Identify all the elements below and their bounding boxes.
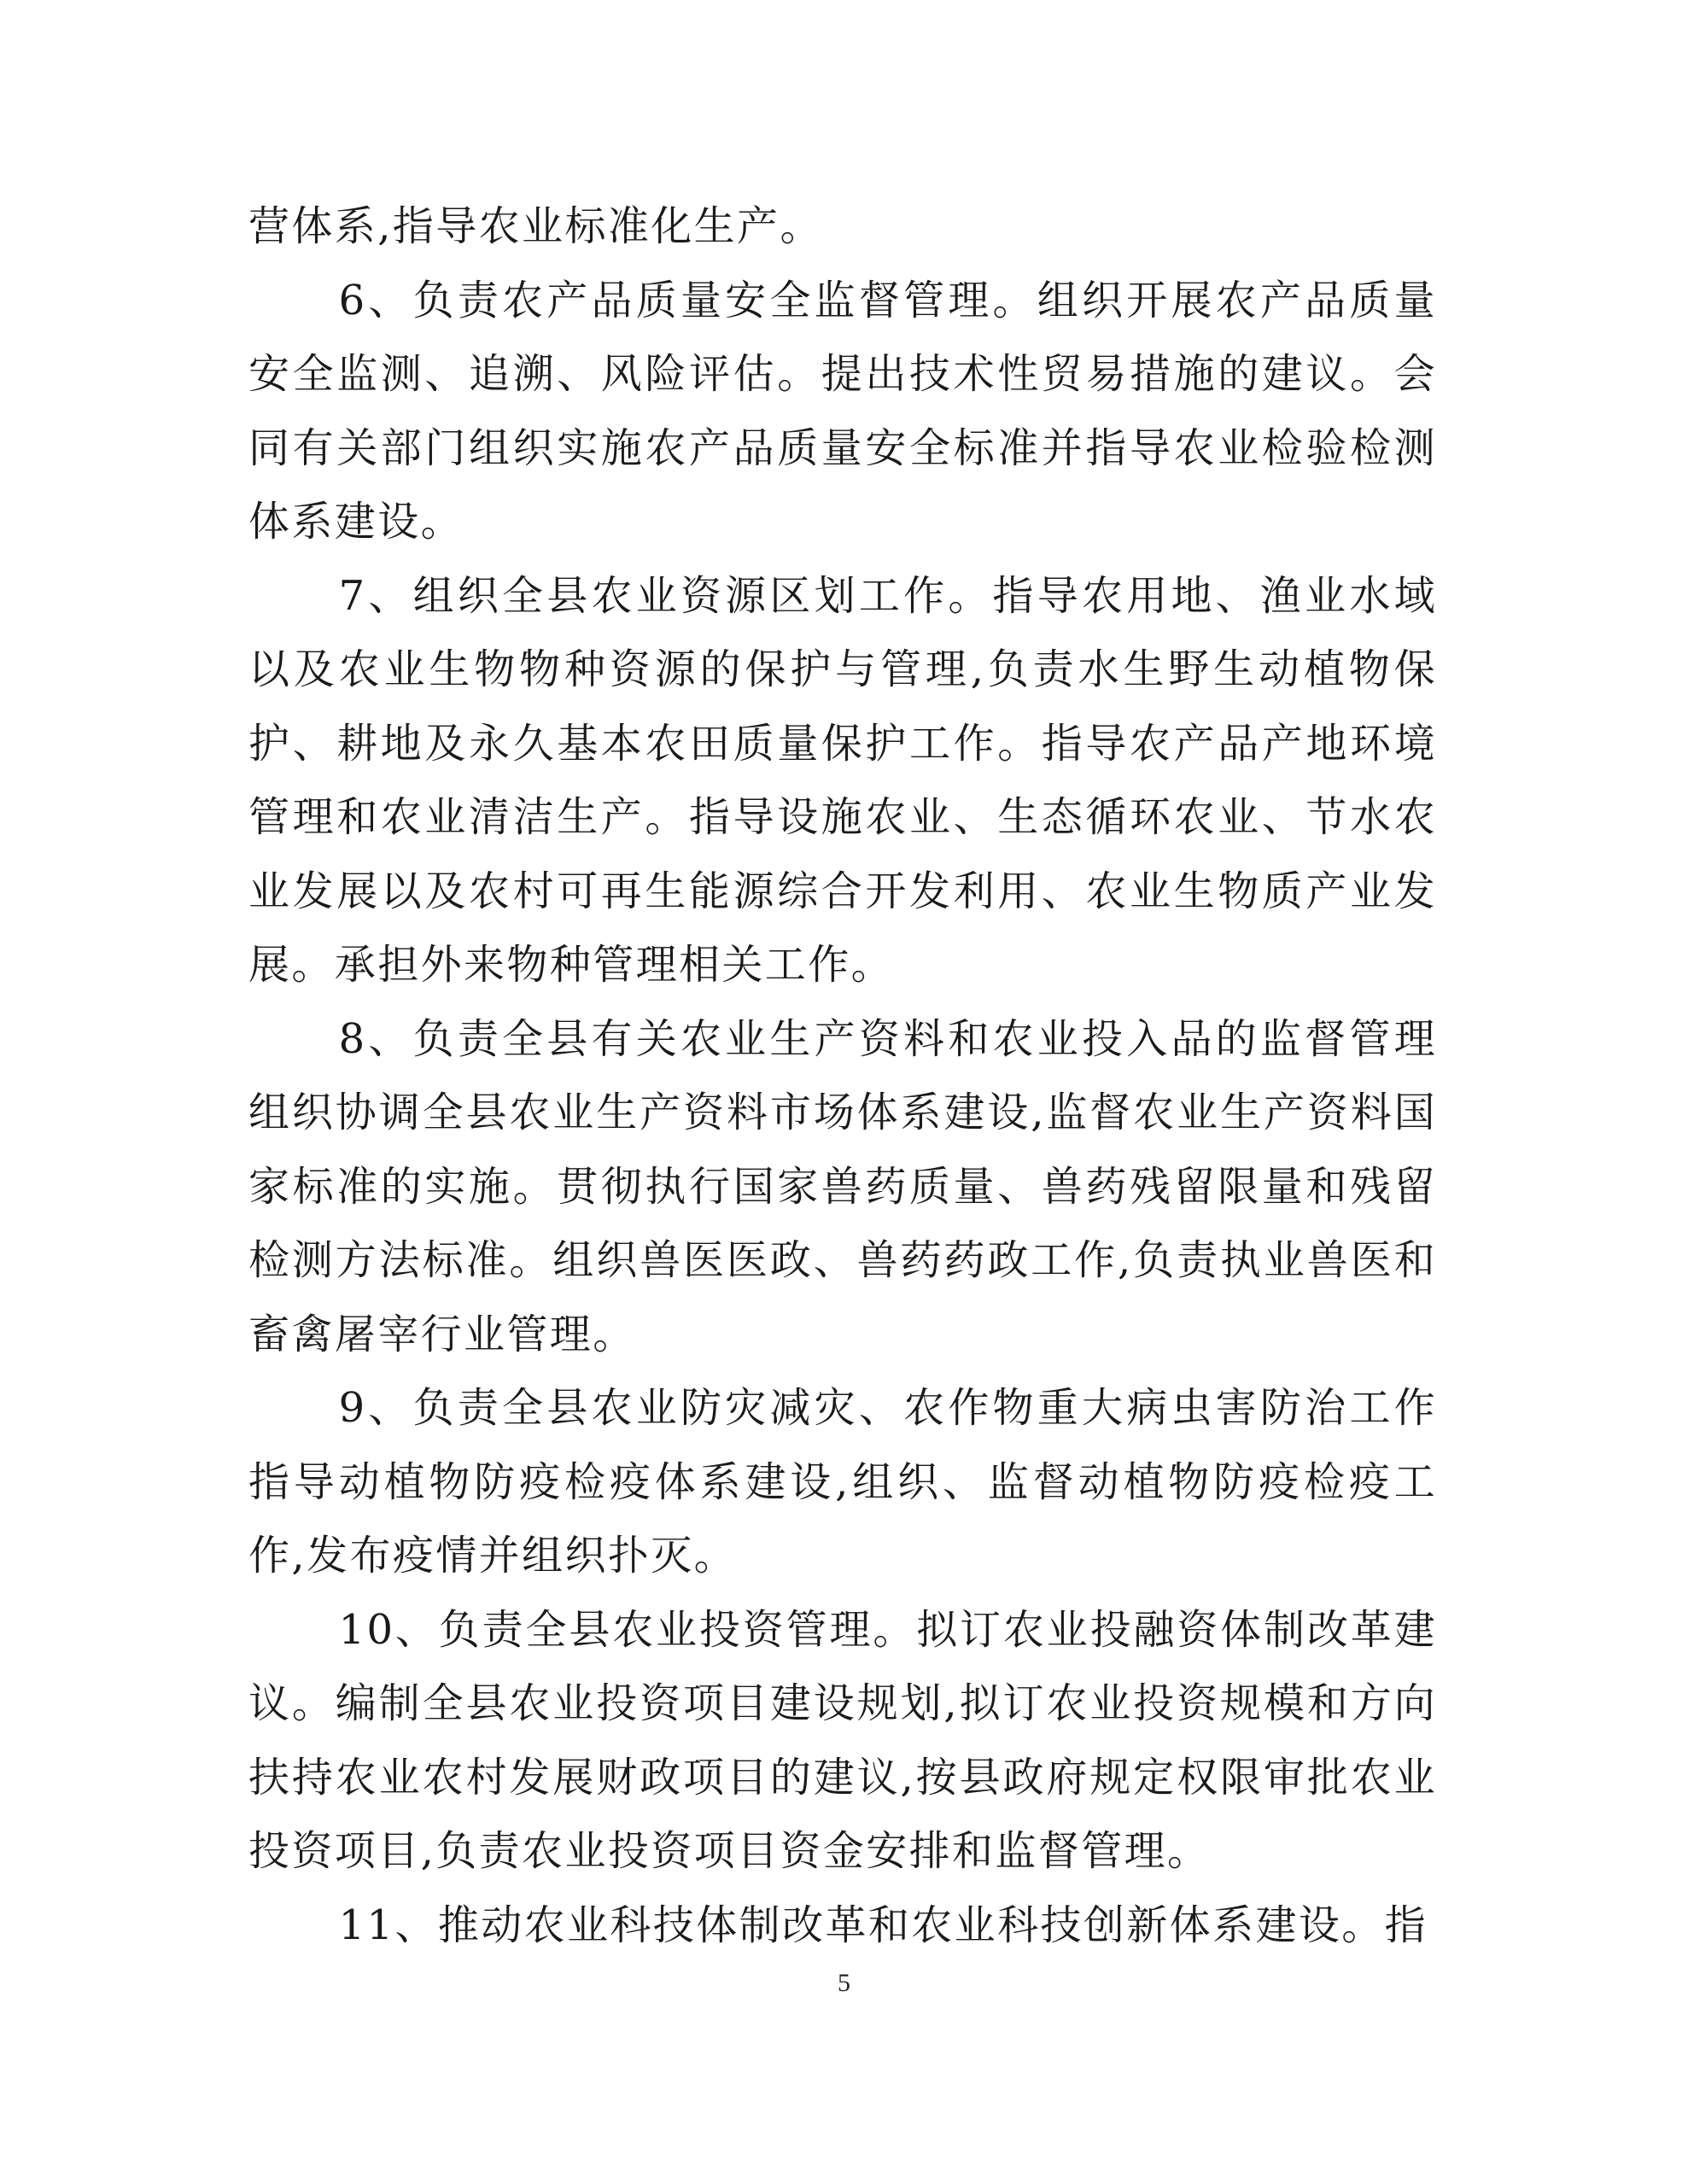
- paragraph-item-6: 6、负责农产品质量安全监督管理。组织开展农产品质量安全监测、追溯、风险评估。提出技术性贸易措施的建议。会同有关部门组织实施农产品质量安全标准并指导农业检验检测体系建设。: [248, 276, 1437, 546]
- paragraph-item-11: 11、推动农业科技体制改革和农业科技创新体系建设。指: [338, 1901, 1428, 1949]
- page-number: 5: [838, 1969, 850, 1997]
- paragraph-item-9: 9、负责全县农业防灾减灾、农作物重大病虫害防治工作指导动植物防疫检疫体系建设,组织、监督动植物防疫检疫工作,发布疫情并组织扑灭。: [248, 1384, 1437, 1580]
- paragraph-item-8: 8、负责全县有关农业生产资料和农业投入品的监督管理组织协调全县农业生产资料市场体系建设,监督农业生产资料国家标准的实施。贯彻执行国家兽药质量、兽药残留限量和残留检测方法标准。组织兽医医政、兽药药政工作,负责执业兽医和畜禽屠宰行业管理。: [248, 1014, 1437, 1358]
- paragraph-item-10: 10、负责全县农业投资管理。拟订农业投融资体制改革建议。编制全县农业投资项目建设规划,拟订农业投资规模和方向扶持农业农村发展财政项目的建议,按县政府规定权限审批农业投资项目,负责农业投资项目资金安排和监督管理。: [248, 1605, 1437, 1875]
- body-text: [248, 190, 1437, 1962]
- paragraph-continuation: 营体系,指导农业标准化生产。: [248, 202, 823, 250]
- paragraph-item-7: 7、组织全县农业资源区划工作。指导农用地、渔业水域以及农业生物物种资源的保护与管理,负责水生野生动植物保护、耕地及永久基本农田质量保护工作。指导农产品产地环境管理和农业清洁生产。指导设施农业、生态循环农业、节水农业发展以及农村可再生能源综合开发利用、农业生物质产业发展。承担外来物种管理相关工作。: [248, 571, 1437, 989]
